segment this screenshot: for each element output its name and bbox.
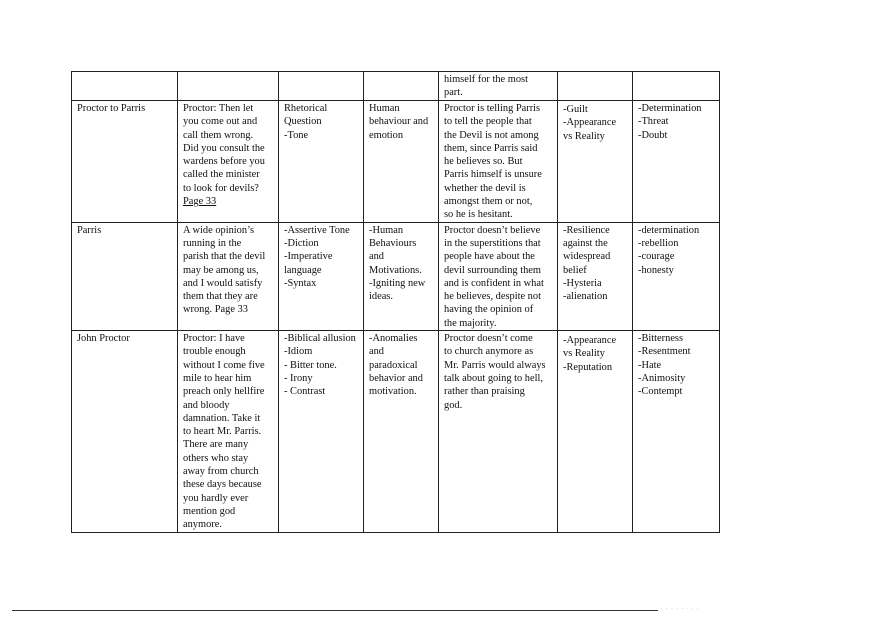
cell-line: so he is hesitant. xyxy=(444,209,513,221)
cell-line: Rhetorical xyxy=(284,103,328,114)
quote-cell xyxy=(178,331,279,532)
cell-line: -Assertive Tone xyxy=(284,224,350,236)
themes-cell xyxy=(558,72,633,101)
speaker-cell xyxy=(72,222,178,330)
cell-line: them that they are xyxy=(183,291,258,303)
cell-line: -Contempt xyxy=(638,386,683,398)
themes-motives-cell xyxy=(364,72,439,101)
cell-line: -determination xyxy=(638,224,700,236)
cell-line: and xyxy=(369,251,385,263)
cell-line: preach only hellfire xyxy=(183,386,265,398)
emotions-cell xyxy=(633,101,720,223)
cell-line: -Imperative xyxy=(284,251,333,263)
cell-line: -Tone xyxy=(284,129,309,141)
cell-line: mention god xyxy=(183,505,236,517)
cell-line: vs Reality xyxy=(563,130,605,142)
cell-line: -Threat xyxy=(638,116,669,128)
speaker-cell xyxy=(72,101,178,223)
cell-line: Did you consult the xyxy=(183,142,265,154)
cell-line: Page 33 xyxy=(183,196,217,208)
cell-line: -Biblical allusion xyxy=(284,333,356,345)
cell-line: the majority. xyxy=(444,317,497,329)
cell-line: call them wrong. xyxy=(183,129,254,141)
cell-line: to look for devils? xyxy=(183,182,259,194)
cell-line: people have about the xyxy=(444,251,535,263)
cell-line: Motivations. xyxy=(369,264,422,276)
cell-line: having the opinion of xyxy=(444,304,534,316)
cell-line: Proctor to Parris xyxy=(77,103,146,114)
cell-line: motivation. xyxy=(369,386,417,398)
techniques-cell xyxy=(279,222,364,330)
cell-line: away from church xyxy=(183,466,259,478)
cell-line: Proctor is telling Parris xyxy=(444,103,541,114)
cell-line: - Bitter tone. xyxy=(284,359,337,371)
cell-line: Parris himself is unsure xyxy=(444,169,542,181)
cell-line: damnation. Take it xyxy=(183,412,261,424)
cell-line: and xyxy=(369,346,385,358)
themes-cell xyxy=(558,331,633,532)
cell-line: Human xyxy=(369,103,400,114)
cell-line: Mr. Parris would always xyxy=(444,359,546,371)
cell-line: behaviour and xyxy=(369,116,429,128)
cell-line: -Appearance xyxy=(563,117,617,129)
cell-line: and I would satisfy xyxy=(183,277,263,289)
cell-line: -Bitterness xyxy=(638,333,684,345)
cell-line: to tell the people that xyxy=(444,116,532,128)
cell-line: -Doubt xyxy=(638,129,668,141)
techniques-cell xyxy=(279,72,364,101)
cell-line: language xyxy=(284,264,322,276)
table-row xyxy=(72,72,720,101)
cell-line: -rebellion xyxy=(638,237,679,249)
table-row xyxy=(72,101,720,223)
cell-line: he believes, despite not xyxy=(444,291,541,303)
emotions-cell xyxy=(633,222,720,330)
cell-line: Proctor: I have xyxy=(183,333,245,345)
quote-cell xyxy=(178,222,279,330)
explanation-cell xyxy=(439,101,558,223)
cell-line: and is confident in what xyxy=(444,277,544,289)
cell-line: himself for the most xyxy=(444,74,528,85)
cell-line: -Igniting new xyxy=(369,277,426,289)
cell-line: -Appearance xyxy=(563,335,617,347)
cell-line: may be among us, xyxy=(183,264,259,276)
themes-motives-cell xyxy=(364,331,439,532)
cell-line: to church anymore as xyxy=(444,346,534,358)
cell-line: -Syntax xyxy=(284,277,317,289)
cell-line: Question xyxy=(284,116,322,128)
cell-line: -Resilience xyxy=(563,224,610,236)
footer-mark: · · · · · · · · xyxy=(661,606,700,612)
cell-line: behavior and xyxy=(369,372,423,384)
cell-line: mile to hear him xyxy=(183,372,252,384)
cell-line: them, since Parris said xyxy=(444,142,538,154)
cell-line: widespread xyxy=(563,251,611,263)
cell-line: in the superstitions that xyxy=(444,237,541,249)
cell-line: you come out and xyxy=(183,116,258,128)
themes-motives-cell xyxy=(364,101,439,223)
cell-line: parish that the devil xyxy=(183,251,266,263)
cell-line: running in the xyxy=(183,237,242,249)
explanation-cell xyxy=(439,331,558,532)
cell-line: -Anomalies xyxy=(369,333,418,345)
cell-line: trouble enough xyxy=(183,346,246,358)
cell-line: called the minister xyxy=(183,169,260,181)
emotions-cell xyxy=(633,331,720,532)
cell-line: -Diction xyxy=(284,237,319,249)
cell-line: you hardly ever xyxy=(183,492,249,504)
cell-line: wrong. Page 33 xyxy=(183,304,248,316)
cell-line: Behaviours xyxy=(369,237,417,249)
cell-line: There are many xyxy=(183,439,249,451)
cell-line: to heart Mr. Parris. xyxy=(183,426,262,438)
cell-line: Proctor doesn’t believe xyxy=(444,224,541,236)
cell-line: -courage xyxy=(638,251,675,263)
cell-line: emotion xyxy=(369,129,404,141)
quote-cell xyxy=(178,72,279,101)
cell-line: A wide opinion’s xyxy=(183,224,255,236)
cell-line: god. xyxy=(444,399,463,411)
cell-line: -Animosity xyxy=(638,372,686,384)
table-row xyxy=(72,222,720,330)
cell-line: - Irony xyxy=(284,372,313,384)
cell-line: -Guilt xyxy=(563,104,588,115)
cell-line: and bloody xyxy=(183,399,230,411)
techniques-cell xyxy=(279,331,364,532)
emotions-cell xyxy=(633,72,720,101)
speaker-cell xyxy=(72,72,178,101)
cell-line: Proctor: Then let xyxy=(183,103,254,114)
cell-line: others who stay xyxy=(183,452,249,464)
cell-line: devil surrounding them xyxy=(444,264,541,276)
analysis-table xyxy=(71,71,720,533)
speaker-cell xyxy=(72,331,178,532)
cell-line: -Reputation xyxy=(563,361,613,373)
explanation-cell xyxy=(439,222,558,330)
cell-line: he believes so. But xyxy=(444,156,523,168)
table-row xyxy=(72,331,720,532)
cell-line: part. xyxy=(444,87,463,99)
cell-line: vs Reality xyxy=(563,348,605,360)
cell-line: whether the devil is xyxy=(444,182,526,194)
cell-line: these days because xyxy=(183,479,262,491)
cell-line: -alienation xyxy=(563,291,608,303)
cell-line: anymore. xyxy=(183,519,222,531)
quote-cell xyxy=(178,101,279,223)
themes-motives-cell xyxy=(364,222,439,330)
cell-line: - Contrast xyxy=(284,386,326,398)
cell-line: -Hate xyxy=(638,359,662,371)
cell-line: Proctor doesn’t come xyxy=(444,333,533,345)
cell-line: paradoxical xyxy=(369,359,418,371)
cell-line: amongst them or not, xyxy=(444,196,533,208)
themes-cell xyxy=(558,222,633,330)
cell-line: talk about going to hell, xyxy=(444,372,543,384)
cell-line: against the xyxy=(563,237,608,249)
cell-line: wardens before you xyxy=(183,156,265,168)
cell-line: -honesty xyxy=(638,264,674,276)
cell-line: -Human xyxy=(369,224,404,236)
themes-cell xyxy=(558,101,633,223)
cell-line: John Proctor xyxy=(77,333,130,345)
cell-line: Parris xyxy=(77,224,102,236)
techniques-cell xyxy=(279,101,364,223)
footer-rule xyxy=(12,610,658,611)
cell-line: the Devil is not among xyxy=(444,129,539,141)
cell-line: -Resentment xyxy=(638,346,691,358)
cell-line: -Hysteria xyxy=(563,277,602,289)
cell-line: ideas. xyxy=(369,291,393,303)
explanation-cell xyxy=(439,72,558,101)
cell-line: belief xyxy=(563,264,587,276)
cell-line: -Determination xyxy=(638,103,702,114)
cell-line: rather than praising xyxy=(444,386,525,398)
cell-line: -Idiom xyxy=(284,346,313,358)
cell-line: without I come five xyxy=(183,359,265,371)
